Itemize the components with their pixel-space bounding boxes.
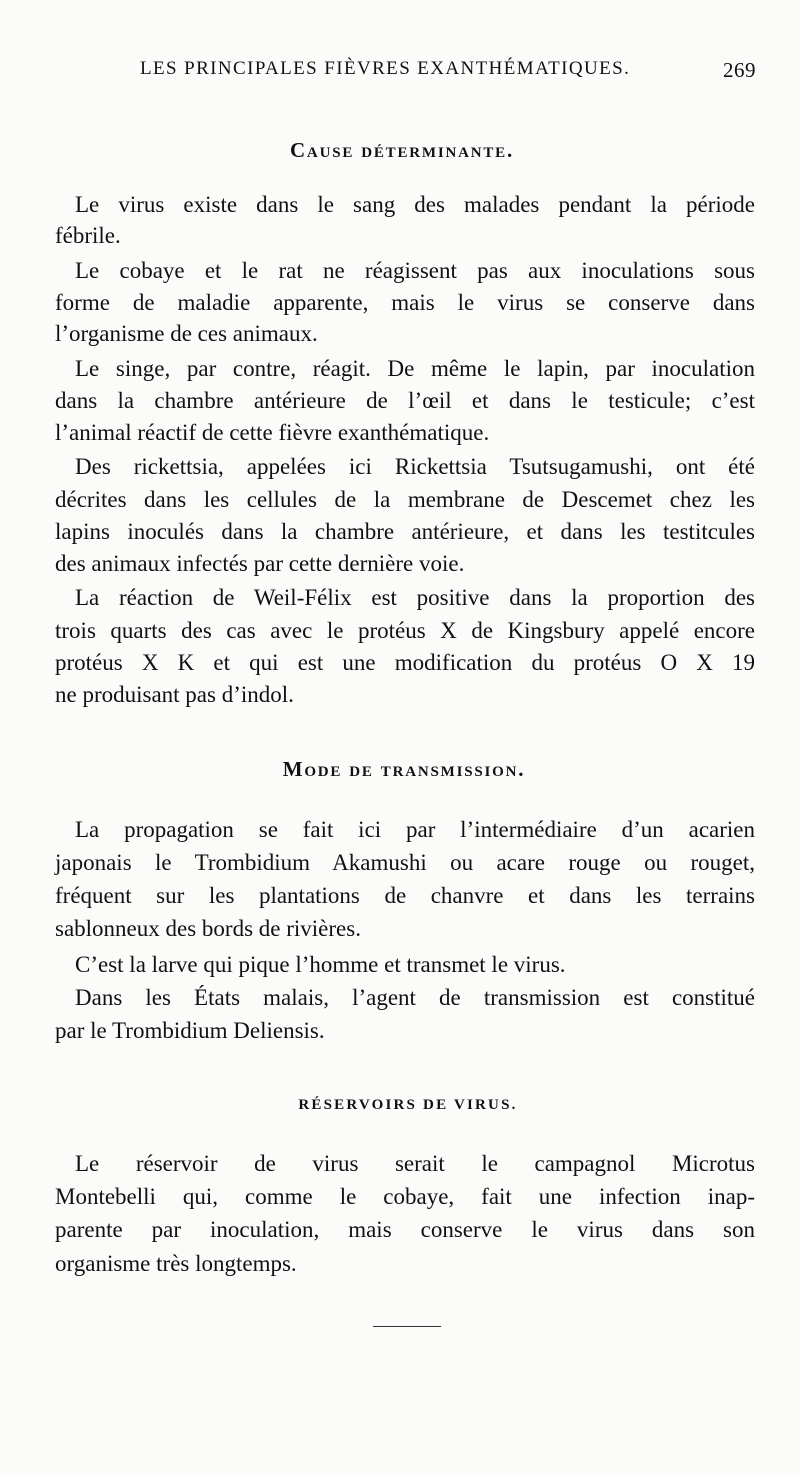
text-line: Le réservoir de virus serait le campagnol Microtus	[75, 1151, 755, 1176]
text-line: trois quarts des cas avec le protéus X de Kingsbury appelé encore	[55, 618, 755, 643]
text-line: organisme très longtemps.	[55, 1251, 297, 1276]
text-line: Le cobaye et le rat ne réagissent pas aux inoculations sous	[75, 258, 755, 283]
text-line: C’est la larve qui pique l’homme et transmet le virus.	[75, 952, 566, 977]
text-line: lapins inoculés dans la chambre antérieure, et dans les testitcules	[55, 519, 755, 544]
text-line: fréquent sur les plantations de chanvre et dans les terrains	[55, 883, 755, 908]
section-heading-cause: Cause déterminante.	[289, 138, 515, 162]
text-line: dans la chambre antérieure de l’œil et dans le testicule; c’est	[55, 388, 755, 413]
text-line: forme de maladie apparente, mais le virus se conserve dans	[55, 290, 755, 315]
text-line: Montebelli qui, comme le cobaye, fait une infection inap-	[55, 1184, 755, 1209]
section-heading-transmission: Mode de transmission.	[282, 757, 526, 781]
text-line: l’organisme de ces animaux.	[55, 321, 318, 346]
text-line: par le Trombidium Deliensis.	[55, 1018, 325, 1043]
running-head-title: LES PRINCIPALES FIÈVRES EXANTHÉMATIQUES.	[140, 58, 631, 79]
text-line: décrites dans les cellules de la membrane de Descemet chez les	[55, 487, 755, 512]
end-rule	[373, 1326, 441, 1327]
text-line: Le singe, par contre, réagit. De même le lapin, par inoculation	[75, 356, 755, 381]
text-line: sablonneux des bords de rivières.	[55, 916, 361, 941]
text-line: Dans les États malais, l’agent de transmission est constitué	[75, 985, 755, 1010]
text-line: des animaux infectés par cette dernière voie.	[55, 551, 465, 576]
text-line: japonais le Trombidium Akamushi ou acare rouge ou rouget,	[55, 850, 755, 875]
text-line: fébrile.	[55, 223, 121, 248]
text-line: protéus X K et qui est une modification du protéus O X 19	[55, 650, 755, 675]
text-line: La réaction de Weil-Félix est positive dans la proportion des	[75, 585, 755, 610]
section-heading-reservoirs: RÉSERVOIRS DE VIRUS.	[298, 1097, 518, 1113]
text-line: ne produisant pas d’indol.	[55, 682, 294, 707]
text-line: l’animal réactif de cette fièvre exanthématique.	[55, 420, 490, 445]
page-number: 269	[723, 58, 756, 82]
running-head	[140, 58, 756, 86]
text-line: Des rickettsia, appelées ici Rickettsia Tsutsugamushi, ont été	[75, 454, 755, 479]
text-line: Le virus existe dans le sang des malades pendant la période	[75, 192, 755, 217]
text-line: La propagation se fait ici par l’intermédiaire d’un acarien	[75, 817, 755, 842]
text-line: parente par inoculation, mais conserve le virus dans son	[55, 1217, 755, 1242]
